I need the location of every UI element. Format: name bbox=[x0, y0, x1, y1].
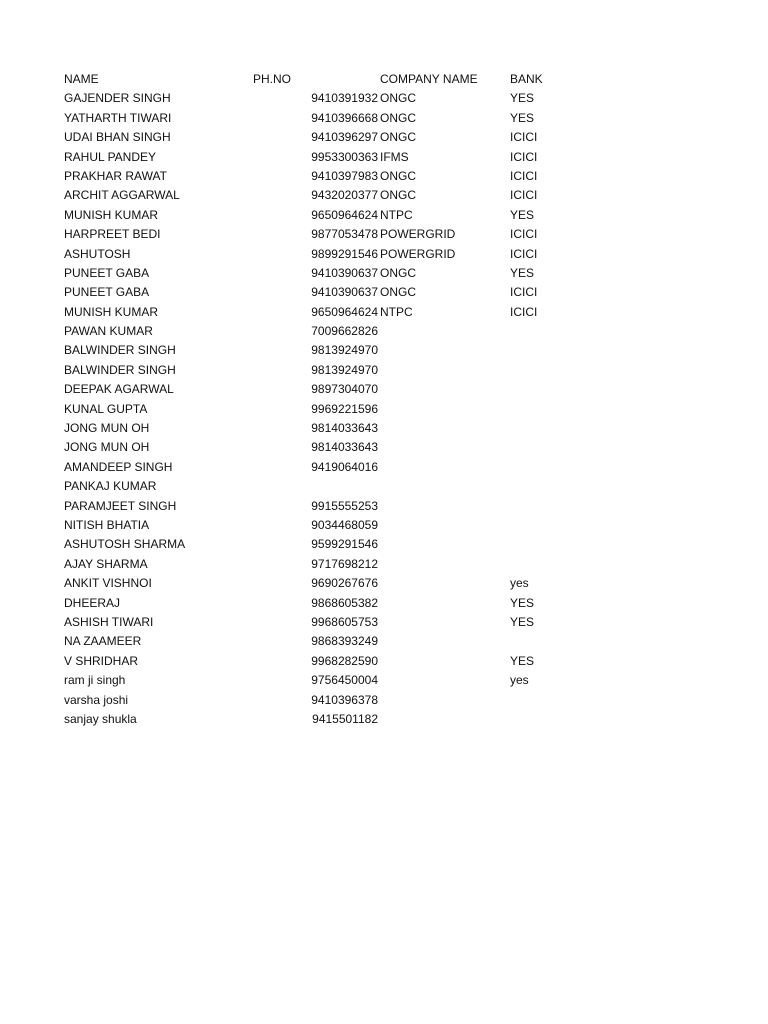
phone-cell: 9034468059 bbox=[311, 517, 378, 532]
name-cell: ANKIT VISHNOI bbox=[64, 576, 152, 591]
name-cell: DEEPAK AGARWAL bbox=[64, 382, 174, 397]
header-bank: BANK bbox=[510, 72, 543, 86]
company-cell: IFMS bbox=[380, 149, 409, 164]
phone-cell: 9814033643 bbox=[311, 421, 378, 436]
name-cell: ram ji singh bbox=[64, 673, 126, 688]
table-row bbox=[64, 691, 724, 710]
name-cell: ASHUTOSH bbox=[64, 246, 131, 261]
phone-cell: 9756450004 bbox=[311, 673, 378, 688]
table-row bbox=[64, 516, 724, 535]
name-cell: varsha joshi bbox=[64, 692, 129, 707]
table-row bbox=[64, 341, 724, 360]
table-row bbox=[64, 438, 724, 457]
table-row bbox=[64, 186, 724, 205]
phone-cell: 9813924970 bbox=[311, 343, 378, 358]
table-row bbox=[64, 671, 724, 690]
bank-cell: YES bbox=[510, 207, 535, 222]
name-cell: BALWINDER SINGH bbox=[64, 343, 176, 358]
table-row bbox=[64, 283, 724, 302]
bank-cell: ICICI bbox=[510, 246, 538, 261]
name-cell: PAWAN KUMAR bbox=[64, 324, 153, 339]
phone-cell: 9968282590 bbox=[311, 653, 378, 668]
company-cell: POWERGRID bbox=[380, 227, 456, 242]
name-cell: MUNISH KUMAR bbox=[64, 207, 159, 222]
table-row bbox=[64, 322, 724, 341]
table-row bbox=[64, 632, 724, 651]
company-cell: ONGC bbox=[380, 168, 416, 183]
table-row bbox=[64, 652, 724, 671]
phone-cell: 9897304070 bbox=[311, 382, 378, 397]
phone-cell: 9410396378 bbox=[311, 692, 378, 707]
name-cell: PUNEET GABA bbox=[64, 285, 150, 300]
table-row bbox=[64, 167, 724, 186]
phone-cell: 9419064016 bbox=[311, 459, 378, 474]
header-name: NAME bbox=[64, 72, 99, 86]
phone-cell: 9410396297 bbox=[311, 130, 378, 145]
company-cell: ONGC bbox=[380, 188, 416, 203]
phone-cell: 9410390637 bbox=[311, 285, 378, 300]
name-cell: ARCHIT AGGARWAL bbox=[64, 188, 180, 203]
table-row bbox=[64, 594, 724, 613]
name-cell: JONG MUN OH bbox=[64, 440, 150, 455]
table-row bbox=[64, 303, 724, 322]
phone-cell: 9410390637 bbox=[311, 265, 378, 280]
phone-cell: 9599291546 bbox=[311, 537, 378, 552]
phone-cell: 9899291546 bbox=[311, 246, 378, 261]
phone-cell: 9868605382 bbox=[311, 595, 378, 610]
company-cell: ONGC bbox=[380, 110, 416, 125]
company-cell: ONGC bbox=[380, 285, 416, 300]
phone-cell: 9410396668 bbox=[311, 110, 378, 125]
phone-cell: 9650964624 bbox=[311, 207, 378, 222]
table-row bbox=[64, 419, 724, 438]
company-cell: ONGC bbox=[380, 91, 416, 106]
table-row bbox=[64, 710, 724, 729]
bank-cell: ICICI bbox=[510, 130, 538, 145]
header-row bbox=[64, 70, 724, 89]
company-cell: NTPC bbox=[380, 207, 413, 222]
table-row bbox=[64, 497, 724, 516]
company-cell: ONGC bbox=[380, 265, 416, 280]
table-row bbox=[64, 225, 724, 244]
bank-cell: YES bbox=[510, 614, 535, 629]
table-row bbox=[64, 535, 724, 554]
table-row bbox=[64, 380, 724, 399]
phone-cell: 9690267676 bbox=[311, 576, 378, 591]
table-row bbox=[64, 264, 724, 283]
table-row bbox=[64, 458, 724, 477]
name-cell: sanjay shukla bbox=[64, 711, 137, 726]
name-cell: JONG MUN OH bbox=[64, 421, 150, 436]
table-row bbox=[64, 89, 724, 108]
header-company: COMPANY NAME bbox=[380, 72, 478, 86]
name-cell: AMANDEEP SINGH bbox=[64, 459, 173, 474]
table-row bbox=[64, 477, 724, 496]
bank-cell: ICICI bbox=[510, 227, 538, 242]
name-cell: RAHUL PANDEY bbox=[64, 149, 157, 164]
phone-cell: 9968605753 bbox=[311, 614, 378, 629]
name-cell: ASHUTOSH SHARMA bbox=[64, 537, 186, 552]
name-cell: UDAI BHAN SINGH bbox=[64, 130, 171, 145]
table-row bbox=[64, 128, 724, 147]
bank-cell: yes bbox=[510, 576, 529, 591]
bank-cell: ICICI bbox=[510, 149, 538, 164]
table-row bbox=[64, 574, 724, 593]
table-row bbox=[64, 613, 724, 632]
bank-cell: YES bbox=[510, 110, 535, 125]
header-phone: PH.NO bbox=[253, 72, 292, 86]
bank-cell: ICICI bbox=[510, 168, 538, 183]
phone-cell: 9717698212 bbox=[311, 556, 378, 571]
bank-cell: YES bbox=[510, 653, 535, 668]
bank-cell: ICICI bbox=[510, 304, 538, 319]
phone-cell: 9410397983 bbox=[311, 168, 378, 183]
name-cell: GAJENDER SINGH bbox=[64, 91, 171, 106]
company-cell: NTPC bbox=[380, 304, 413, 319]
table-row bbox=[64, 206, 724, 225]
phone-cell: 9868393249 bbox=[311, 634, 378, 649]
phone-cell: 9915555253 bbox=[311, 498, 378, 513]
name-cell: MUNISH KUMAR bbox=[64, 304, 159, 319]
bank-cell: YES bbox=[510, 595, 535, 610]
phone-cell: 9813924970 bbox=[311, 362, 378, 377]
company-cell: POWERGRID bbox=[380, 246, 456, 261]
name-cell: NITISH BHATIA bbox=[64, 517, 150, 532]
table-row bbox=[64, 245, 724, 264]
phone-cell: 9877053478 bbox=[311, 227, 378, 242]
phone-cell: 9969221596 bbox=[311, 401, 378, 416]
name-cell: DHEERAJ bbox=[64, 595, 121, 610]
table-row bbox=[64, 148, 724, 167]
phone-cell: 7009662826 bbox=[311, 324, 378, 339]
name-cell: BALWINDER SINGH bbox=[64, 362, 176, 377]
table-row bbox=[64, 400, 724, 419]
bank-cell: YES bbox=[510, 265, 535, 280]
phone-cell: 9953300363 bbox=[311, 149, 378, 164]
name-cell: HARPREET BEDI bbox=[64, 227, 161, 242]
name-cell: V SHRIDHAR bbox=[64, 653, 139, 668]
name-cell: PARAMJEET SINGH bbox=[64, 498, 177, 513]
bank-cell: YES bbox=[510, 91, 535, 106]
table-row bbox=[64, 109, 724, 128]
table-row bbox=[64, 555, 724, 574]
name-cell: AJAY SHARMA bbox=[64, 556, 148, 571]
phone-cell: 9650964624 bbox=[311, 304, 378, 319]
table-body bbox=[64, 89, 724, 729]
phone-cell: 9432020377 bbox=[311, 188, 378, 203]
name-cell: YATHARTH TIWARI bbox=[64, 110, 172, 125]
name-cell: PRAKHAR RAWAT bbox=[64, 168, 167, 183]
name-cell: ASHISH TIWARI bbox=[64, 614, 154, 629]
name-cell: PUNEET GABA bbox=[64, 265, 150, 280]
table-row bbox=[64, 361, 724, 380]
phone-cell: 9410391932 bbox=[311, 91, 378, 106]
company-cell: ONGC bbox=[380, 130, 416, 145]
contact-sheet bbox=[64, 70, 724, 729]
phone-cell: 9415501182 bbox=[312, 711, 378, 726]
name-cell: KUNAL GUPTA bbox=[64, 401, 148, 416]
bank-cell: yes bbox=[510, 673, 529, 688]
name-cell: PANKAJ KUMAR bbox=[64, 479, 157, 494]
name-cell: NA ZAAMEER bbox=[64, 634, 142, 649]
bank-cell: ICICI bbox=[510, 285, 538, 300]
bank-cell: ICICI bbox=[510, 188, 538, 203]
phone-cell: 9814033643 bbox=[311, 440, 378, 455]
